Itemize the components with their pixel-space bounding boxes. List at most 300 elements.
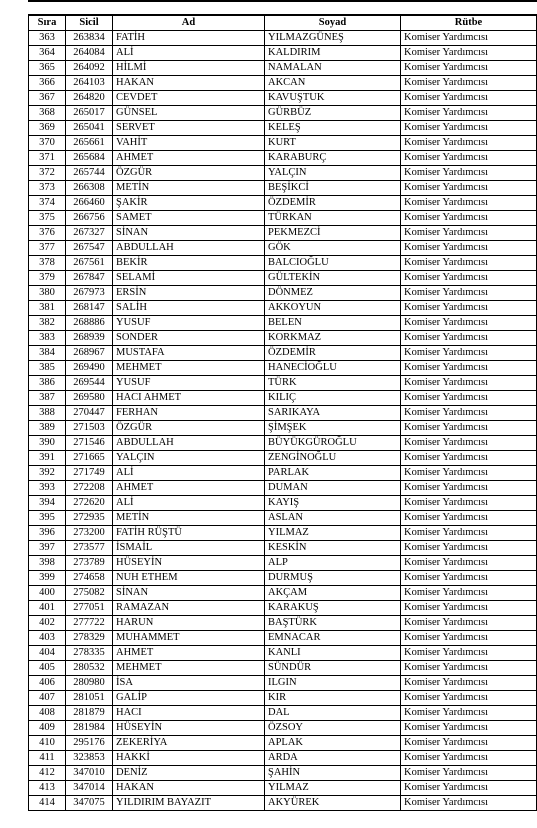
table-row — [29, 676, 537, 691]
ad-cell: GÜNSEL — [113, 106, 265, 121]
sira-cell: 398 — [29, 556, 66, 571]
sicil-cell: 277722 — [66, 616, 113, 631]
sira-cell: 404 — [29, 646, 66, 661]
table-row — [29, 796, 537, 811]
sira-cell: 397 — [29, 541, 66, 556]
sira-cell: 376 — [29, 226, 66, 241]
header-sira: Sıra — [29, 15, 66, 31]
sira-cell: 381 — [29, 301, 66, 316]
table-row — [29, 301, 537, 316]
sira-cell: 374 — [29, 196, 66, 211]
sicil-cell: 270447 — [66, 406, 113, 421]
rutbe-cell: Komiser Yardımcısı — [401, 76, 537, 91]
sira-cell: 402 — [29, 616, 66, 631]
soyad-cell: TÜRKAN — [265, 211, 401, 226]
rutbe-cell: Komiser Yardımcısı — [401, 31, 537, 46]
ad-cell: ALİ — [113, 496, 265, 511]
sicil-cell: 265684 — [66, 151, 113, 166]
sira-cell: 400 — [29, 586, 66, 601]
rutbe-cell: Komiser Yardımcısı — [401, 106, 537, 121]
rutbe-cell: Komiser Yardımcısı — [401, 136, 537, 151]
sicil-cell: 347075 — [66, 796, 113, 811]
ad-cell: SONDER — [113, 331, 265, 346]
soyad-cell: ILGIN — [265, 676, 401, 691]
table-row — [29, 391, 537, 406]
sira-cell: 389 — [29, 421, 66, 436]
sicil-cell: 271665 — [66, 451, 113, 466]
table-row — [29, 661, 537, 676]
ad-cell: BEKİR — [113, 256, 265, 271]
table-row — [29, 556, 537, 571]
soyad-cell: DAL — [265, 706, 401, 721]
soyad-cell: KELEŞ — [265, 121, 401, 136]
table-row — [29, 361, 537, 376]
header-soyad: Soyad — [265, 15, 401, 31]
soyad-cell: GÖK — [265, 241, 401, 256]
table-row — [29, 481, 537, 496]
ad-cell: HİLMİ — [113, 61, 265, 76]
rutbe-cell: Komiser Yardımcısı — [401, 481, 537, 496]
table-row — [29, 346, 537, 361]
sicil-cell: 269490 — [66, 361, 113, 376]
table-row — [29, 721, 537, 736]
sira-cell: 412 — [29, 766, 66, 781]
table-row — [29, 781, 537, 796]
soyad-cell: NAMALAN — [265, 61, 401, 76]
sira-cell: 363 — [29, 31, 66, 46]
sira-cell: 380 — [29, 286, 66, 301]
sira-cell: 372 — [29, 166, 66, 181]
soyad-cell: YALÇIN — [265, 166, 401, 181]
sicil-cell: 275082 — [66, 586, 113, 601]
sira-cell: 394 — [29, 496, 66, 511]
sira-cell: 368 — [29, 106, 66, 121]
soyad-cell: SÜNDÜR — [265, 661, 401, 676]
sira-cell: 396 — [29, 526, 66, 541]
table-row — [29, 271, 537, 286]
ad-cell: ALİ — [113, 466, 265, 481]
sira-cell: 371 — [29, 151, 66, 166]
sira-cell: 409 — [29, 721, 66, 736]
sira-cell: 413 — [29, 781, 66, 796]
sicil-cell: 295176 — [66, 736, 113, 751]
rutbe-cell: Komiser Yardımcısı — [401, 241, 537, 256]
table-row — [29, 181, 537, 196]
rutbe-cell: Komiser Yardımcısı — [401, 316, 537, 331]
sicil-cell: 266460 — [66, 196, 113, 211]
sicil-cell: 272208 — [66, 481, 113, 496]
sicil-cell: 264820 — [66, 91, 113, 106]
soyad-cell: ŞİMŞEK — [265, 421, 401, 436]
table-row — [29, 571, 537, 586]
soyad-cell: KARAKUŞ — [265, 601, 401, 616]
sicil-cell: 271546 — [66, 436, 113, 451]
rutbe-cell: Komiser Yardımcısı — [401, 301, 537, 316]
ad-cell: HACI — [113, 706, 265, 721]
rutbe-cell: Komiser Yardımcısı — [401, 586, 537, 601]
sira-cell: 393 — [29, 481, 66, 496]
table-row — [29, 601, 537, 616]
table-row — [29, 706, 537, 721]
ad-cell: ERSİN — [113, 286, 265, 301]
ad-cell: HACI AHMET — [113, 391, 265, 406]
table-row — [29, 646, 537, 661]
soyad-cell: AKÇAM — [265, 586, 401, 601]
table-row — [29, 541, 537, 556]
sira-cell: 370 — [29, 136, 66, 151]
table-row — [29, 511, 537, 526]
table-body — [29, 31, 537, 811]
soyad-cell: YILMAZ — [265, 781, 401, 796]
rutbe-cell: Komiser Yardımcısı — [401, 61, 537, 76]
soyad-cell: ÖZDEMİR — [265, 196, 401, 211]
rutbe-cell: Komiser Yardımcısı — [401, 466, 537, 481]
sicil-cell: 281984 — [66, 721, 113, 736]
soyad-cell: AKYÜREK — [265, 796, 401, 811]
sira-cell: 377 — [29, 241, 66, 256]
sicil-cell: 267547 — [66, 241, 113, 256]
table-row — [29, 451, 537, 466]
ad-cell: SİNAN — [113, 226, 265, 241]
table-header-row — [29, 15, 537, 31]
sicil-cell: 280980 — [66, 676, 113, 691]
sicil-cell: 267973 — [66, 286, 113, 301]
ad-cell: HAKAN — [113, 781, 265, 796]
soyad-cell: ASLAN — [265, 511, 401, 526]
rutbe-cell: Komiser Yardımcısı — [401, 406, 537, 421]
soyad-cell: PEKMEZCİ — [265, 226, 401, 241]
ad-cell: DENİZ — [113, 766, 265, 781]
table-row — [29, 241, 537, 256]
ad-cell: SELAMİ — [113, 271, 265, 286]
ad-cell: SAMET — [113, 211, 265, 226]
table-row — [29, 151, 537, 166]
soyad-cell: DÖNMEZ — [265, 286, 401, 301]
table-row — [29, 136, 537, 151]
sicil-cell: 265661 — [66, 136, 113, 151]
sira-cell: 414 — [29, 796, 66, 811]
table-row — [29, 286, 537, 301]
ad-cell: ÖZGÜR — [113, 166, 265, 181]
sira-cell: 399 — [29, 571, 66, 586]
ad-cell: YUSUF — [113, 376, 265, 391]
ad-cell: İSMAİL — [113, 541, 265, 556]
ad-cell: AHMET — [113, 151, 265, 166]
ad-cell: MUHAMMET — [113, 631, 265, 646]
ad-cell: MEHMET — [113, 361, 265, 376]
table-row — [29, 226, 537, 241]
rutbe-cell: Komiser Yardımcısı — [401, 451, 537, 466]
rutbe-cell: Komiser Yardımcısı — [401, 256, 537, 271]
rutbe-cell: Komiser Yardımcısı — [401, 661, 537, 676]
rutbe-cell: Komiser Yardımcısı — [401, 796, 537, 811]
table-row — [29, 526, 537, 541]
soyad-cell: AKCAN — [265, 76, 401, 91]
sicil-cell: 268147 — [66, 301, 113, 316]
sicil-cell: 271503 — [66, 421, 113, 436]
ad-cell: FATİH — [113, 31, 265, 46]
ad-cell: METİN — [113, 181, 265, 196]
sira-cell: 391 — [29, 451, 66, 466]
sira-cell: 411 — [29, 751, 66, 766]
soyad-cell: YILMAZ — [265, 526, 401, 541]
table-row — [29, 196, 537, 211]
table-row — [29, 616, 537, 631]
sira-cell: 373 — [29, 181, 66, 196]
soyad-cell: ALP — [265, 556, 401, 571]
soyad-cell: TÜRK — [265, 376, 401, 391]
soyad-cell: HANECİOĞLU — [265, 361, 401, 376]
rutbe-cell: Komiser Yardımcısı — [401, 46, 537, 61]
soyad-cell: ŞAHİN — [265, 766, 401, 781]
ad-cell: METİN — [113, 511, 265, 526]
sicil-cell: 281051 — [66, 691, 113, 706]
sira-cell: 366 — [29, 76, 66, 91]
rutbe-cell: Komiser Yardımcısı — [401, 391, 537, 406]
ad-cell: VAHİT — [113, 136, 265, 151]
table-row — [29, 121, 537, 136]
rutbe-cell: Komiser Yardımcısı — [401, 361, 537, 376]
sicil-cell: 266308 — [66, 181, 113, 196]
table-row — [29, 166, 537, 181]
rutbe-cell: Komiser Yardımcısı — [401, 736, 537, 751]
rutbe-cell: Komiser Yardımcısı — [401, 226, 537, 241]
sicil-cell: 273789 — [66, 556, 113, 571]
sira-cell: 378 — [29, 256, 66, 271]
soyad-cell: ÖZDEMİR — [265, 346, 401, 361]
rutbe-cell: Komiser Yardımcısı — [401, 151, 537, 166]
rutbe-cell: Komiser Yardımcısı — [401, 646, 537, 661]
ad-cell: CEVDET — [113, 91, 265, 106]
soyad-cell: KAVUŞTUK — [265, 91, 401, 106]
rutbe-cell: Komiser Yardımcısı — [401, 766, 537, 781]
sicil-cell: 267561 — [66, 256, 113, 271]
rutbe-cell: Komiser Yardımcısı — [401, 721, 537, 736]
personnel-table — [28, 14, 537, 811]
table-row — [29, 436, 537, 451]
table-row — [29, 331, 537, 346]
table-row — [29, 61, 537, 76]
sicil-cell: 273577 — [66, 541, 113, 556]
ad-cell: MUSTAFA — [113, 346, 265, 361]
soyad-cell: GÜLTEKİN — [265, 271, 401, 286]
soyad-cell: PARLAK — [265, 466, 401, 481]
sira-cell: 365 — [29, 61, 66, 76]
rutbe-cell: Komiser Yardımcısı — [401, 706, 537, 721]
sicil-cell: 277051 — [66, 601, 113, 616]
ad-cell: NUH ETHEM — [113, 571, 265, 586]
sicil-cell: 265017 — [66, 106, 113, 121]
rutbe-cell: Komiser Yardımcısı — [401, 376, 537, 391]
soyad-cell: YILMAZGÜNEŞ — [265, 31, 401, 46]
sicil-cell: 278329 — [66, 631, 113, 646]
rutbe-cell: Komiser Yardımcısı — [401, 751, 537, 766]
header-rutbe: Rütbe — [401, 15, 537, 31]
table-row — [29, 421, 537, 436]
soyad-cell: KARABURÇ — [265, 151, 401, 166]
sicil-cell: 272620 — [66, 496, 113, 511]
sira-cell: 385 — [29, 361, 66, 376]
ad-cell: SİNAN — [113, 586, 265, 601]
soyad-cell: KALDIRIM — [265, 46, 401, 61]
ad-cell: ABDULLAH — [113, 241, 265, 256]
soyad-cell: APLAK — [265, 736, 401, 751]
sicil-cell: 268939 — [66, 331, 113, 346]
sicil-cell: 265041 — [66, 121, 113, 136]
ad-cell: HÜSEYİN — [113, 556, 265, 571]
rutbe-cell: Komiser Yardımcısı — [401, 601, 537, 616]
table-row — [29, 496, 537, 511]
soyad-cell: DURMUŞ — [265, 571, 401, 586]
sira-cell: 375 — [29, 211, 66, 226]
ad-cell: FERHAN — [113, 406, 265, 421]
soyad-cell: BALCIOĞLU — [265, 256, 401, 271]
rutbe-cell: Komiser Yardımcısı — [401, 211, 537, 226]
ad-cell: ALİ — [113, 46, 265, 61]
sicil-cell: 268967 — [66, 346, 113, 361]
sicil-cell: 267327 — [66, 226, 113, 241]
soyad-cell: BELEN — [265, 316, 401, 331]
ad-cell: GALİP — [113, 691, 265, 706]
soyad-cell: ZENGİNOĞLU — [265, 451, 401, 466]
sicil-cell: 264084 — [66, 46, 113, 61]
soyad-cell: BEŞİKCİ — [265, 181, 401, 196]
ad-cell: HAKKİ — [113, 751, 265, 766]
sicil-cell: 268886 — [66, 316, 113, 331]
rutbe-cell: Komiser Yardımcısı — [401, 526, 537, 541]
ad-cell: MEHMET — [113, 661, 265, 676]
soyad-cell: GÜRBÜZ — [265, 106, 401, 121]
sira-cell: 386 — [29, 376, 66, 391]
table-row — [29, 736, 537, 751]
rutbe-cell: Komiser Yardımcısı — [401, 121, 537, 136]
ad-cell: ABDULLAH — [113, 436, 265, 451]
soyad-cell: AKKOYUN — [265, 301, 401, 316]
rutbe-cell: Komiser Yardımcısı — [401, 616, 537, 631]
table-row — [29, 466, 537, 481]
table-row — [29, 691, 537, 706]
ad-cell: HARUN — [113, 616, 265, 631]
sicil-cell: 323853 — [66, 751, 113, 766]
ad-cell: İSA — [113, 676, 265, 691]
table-row — [29, 31, 537, 46]
rutbe-cell: Komiser Yardımcısı — [401, 166, 537, 181]
ad-cell: AHMET — [113, 481, 265, 496]
sicil-cell: 264092 — [66, 61, 113, 76]
sira-cell: 382 — [29, 316, 66, 331]
sicil-cell: 274658 — [66, 571, 113, 586]
table-row — [29, 211, 537, 226]
table-row — [29, 751, 537, 766]
sira-cell: 392 — [29, 466, 66, 481]
sicil-cell: 267847 — [66, 271, 113, 286]
sira-cell: 387 — [29, 391, 66, 406]
table-row — [29, 631, 537, 646]
sira-cell: 369 — [29, 121, 66, 136]
ad-cell: RAMAZAN — [113, 601, 265, 616]
soyad-cell: KIR — [265, 691, 401, 706]
sicil-cell: 272935 — [66, 511, 113, 526]
ad-cell: YALÇIN — [113, 451, 265, 466]
sira-cell: 406 — [29, 676, 66, 691]
rutbe-cell: Komiser Yardımcısı — [401, 631, 537, 646]
ad-cell: FATİH RÜŞTÜ — [113, 526, 265, 541]
sicil-cell: 269544 — [66, 376, 113, 391]
sicil-cell: 265744 — [66, 166, 113, 181]
rutbe-cell: Komiser Yardımcısı — [401, 691, 537, 706]
soyad-cell: KURT — [265, 136, 401, 151]
table-row — [29, 316, 537, 331]
sira-cell: 401 — [29, 601, 66, 616]
header-ad: Ad — [113, 15, 265, 31]
soyad-cell: KORKMAZ — [265, 331, 401, 346]
rutbe-cell: Komiser Yardımcısı — [401, 346, 537, 361]
ad-cell: ÖZGÜR — [113, 421, 265, 436]
table-row — [29, 256, 537, 271]
sira-cell: 364 — [29, 46, 66, 61]
table-row — [29, 586, 537, 601]
sira-cell: 408 — [29, 706, 66, 721]
soyad-cell: ÖZSOY — [265, 721, 401, 736]
soyad-cell: DUMAN — [265, 481, 401, 496]
soyad-cell: ARDA — [265, 751, 401, 766]
rutbe-cell: Komiser Yardımcısı — [401, 511, 537, 526]
ad-cell: AHMET — [113, 646, 265, 661]
ad-cell: ZEKERİYA — [113, 736, 265, 751]
sicil-cell: 269580 — [66, 391, 113, 406]
sicil-cell: 347014 — [66, 781, 113, 796]
rutbe-cell: Komiser Yardımcısı — [401, 436, 537, 451]
soyad-cell: KANLI — [265, 646, 401, 661]
sicil-cell: 273200 — [66, 526, 113, 541]
sicil-cell: 281879 — [66, 706, 113, 721]
soyad-cell: SARIKAYA — [265, 406, 401, 421]
sira-cell: 384 — [29, 346, 66, 361]
rutbe-cell: Komiser Yardımcısı — [401, 496, 537, 511]
rutbe-cell: Komiser Yardımcısı — [401, 271, 537, 286]
soyad-cell: KAYIŞ — [265, 496, 401, 511]
ad-cell: HÜSEYİN — [113, 721, 265, 736]
sicil-cell: 263834 — [66, 31, 113, 46]
ad-cell: SALİH — [113, 301, 265, 316]
rutbe-cell: Komiser Yardımcısı — [401, 91, 537, 106]
rutbe-cell: Komiser Yardımcısı — [401, 421, 537, 436]
rutbe-cell: Komiser Yardımcısı — [401, 286, 537, 301]
table-row — [29, 46, 537, 61]
soyad-cell: BAŞTÜRK — [265, 616, 401, 631]
rutbe-cell: Komiser Yardımcısı — [401, 571, 537, 586]
soyad-cell: EMNACAR — [265, 631, 401, 646]
sicil-cell: 347010 — [66, 766, 113, 781]
table-row — [29, 376, 537, 391]
sicil-cell: 271749 — [66, 466, 113, 481]
sira-cell: 367 — [29, 91, 66, 106]
header-sicil: Sicil — [66, 15, 113, 31]
table-row — [29, 91, 537, 106]
ad-cell: SERVET — [113, 121, 265, 136]
rutbe-cell: Komiser Yardımcısı — [401, 676, 537, 691]
sira-cell: 395 — [29, 511, 66, 526]
table-row — [29, 406, 537, 421]
ad-cell: HAKAN — [113, 76, 265, 91]
sira-cell: 407 — [29, 691, 66, 706]
sicil-cell: 264103 — [66, 76, 113, 91]
sira-cell: 383 — [29, 331, 66, 346]
rutbe-cell: Komiser Yardımcısı — [401, 196, 537, 211]
rutbe-cell: Komiser Yardımcısı — [401, 331, 537, 346]
sicil-cell: 280532 — [66, 661, 113, 676]
sira-cell: 388 — [29, 406, 66, 421]
